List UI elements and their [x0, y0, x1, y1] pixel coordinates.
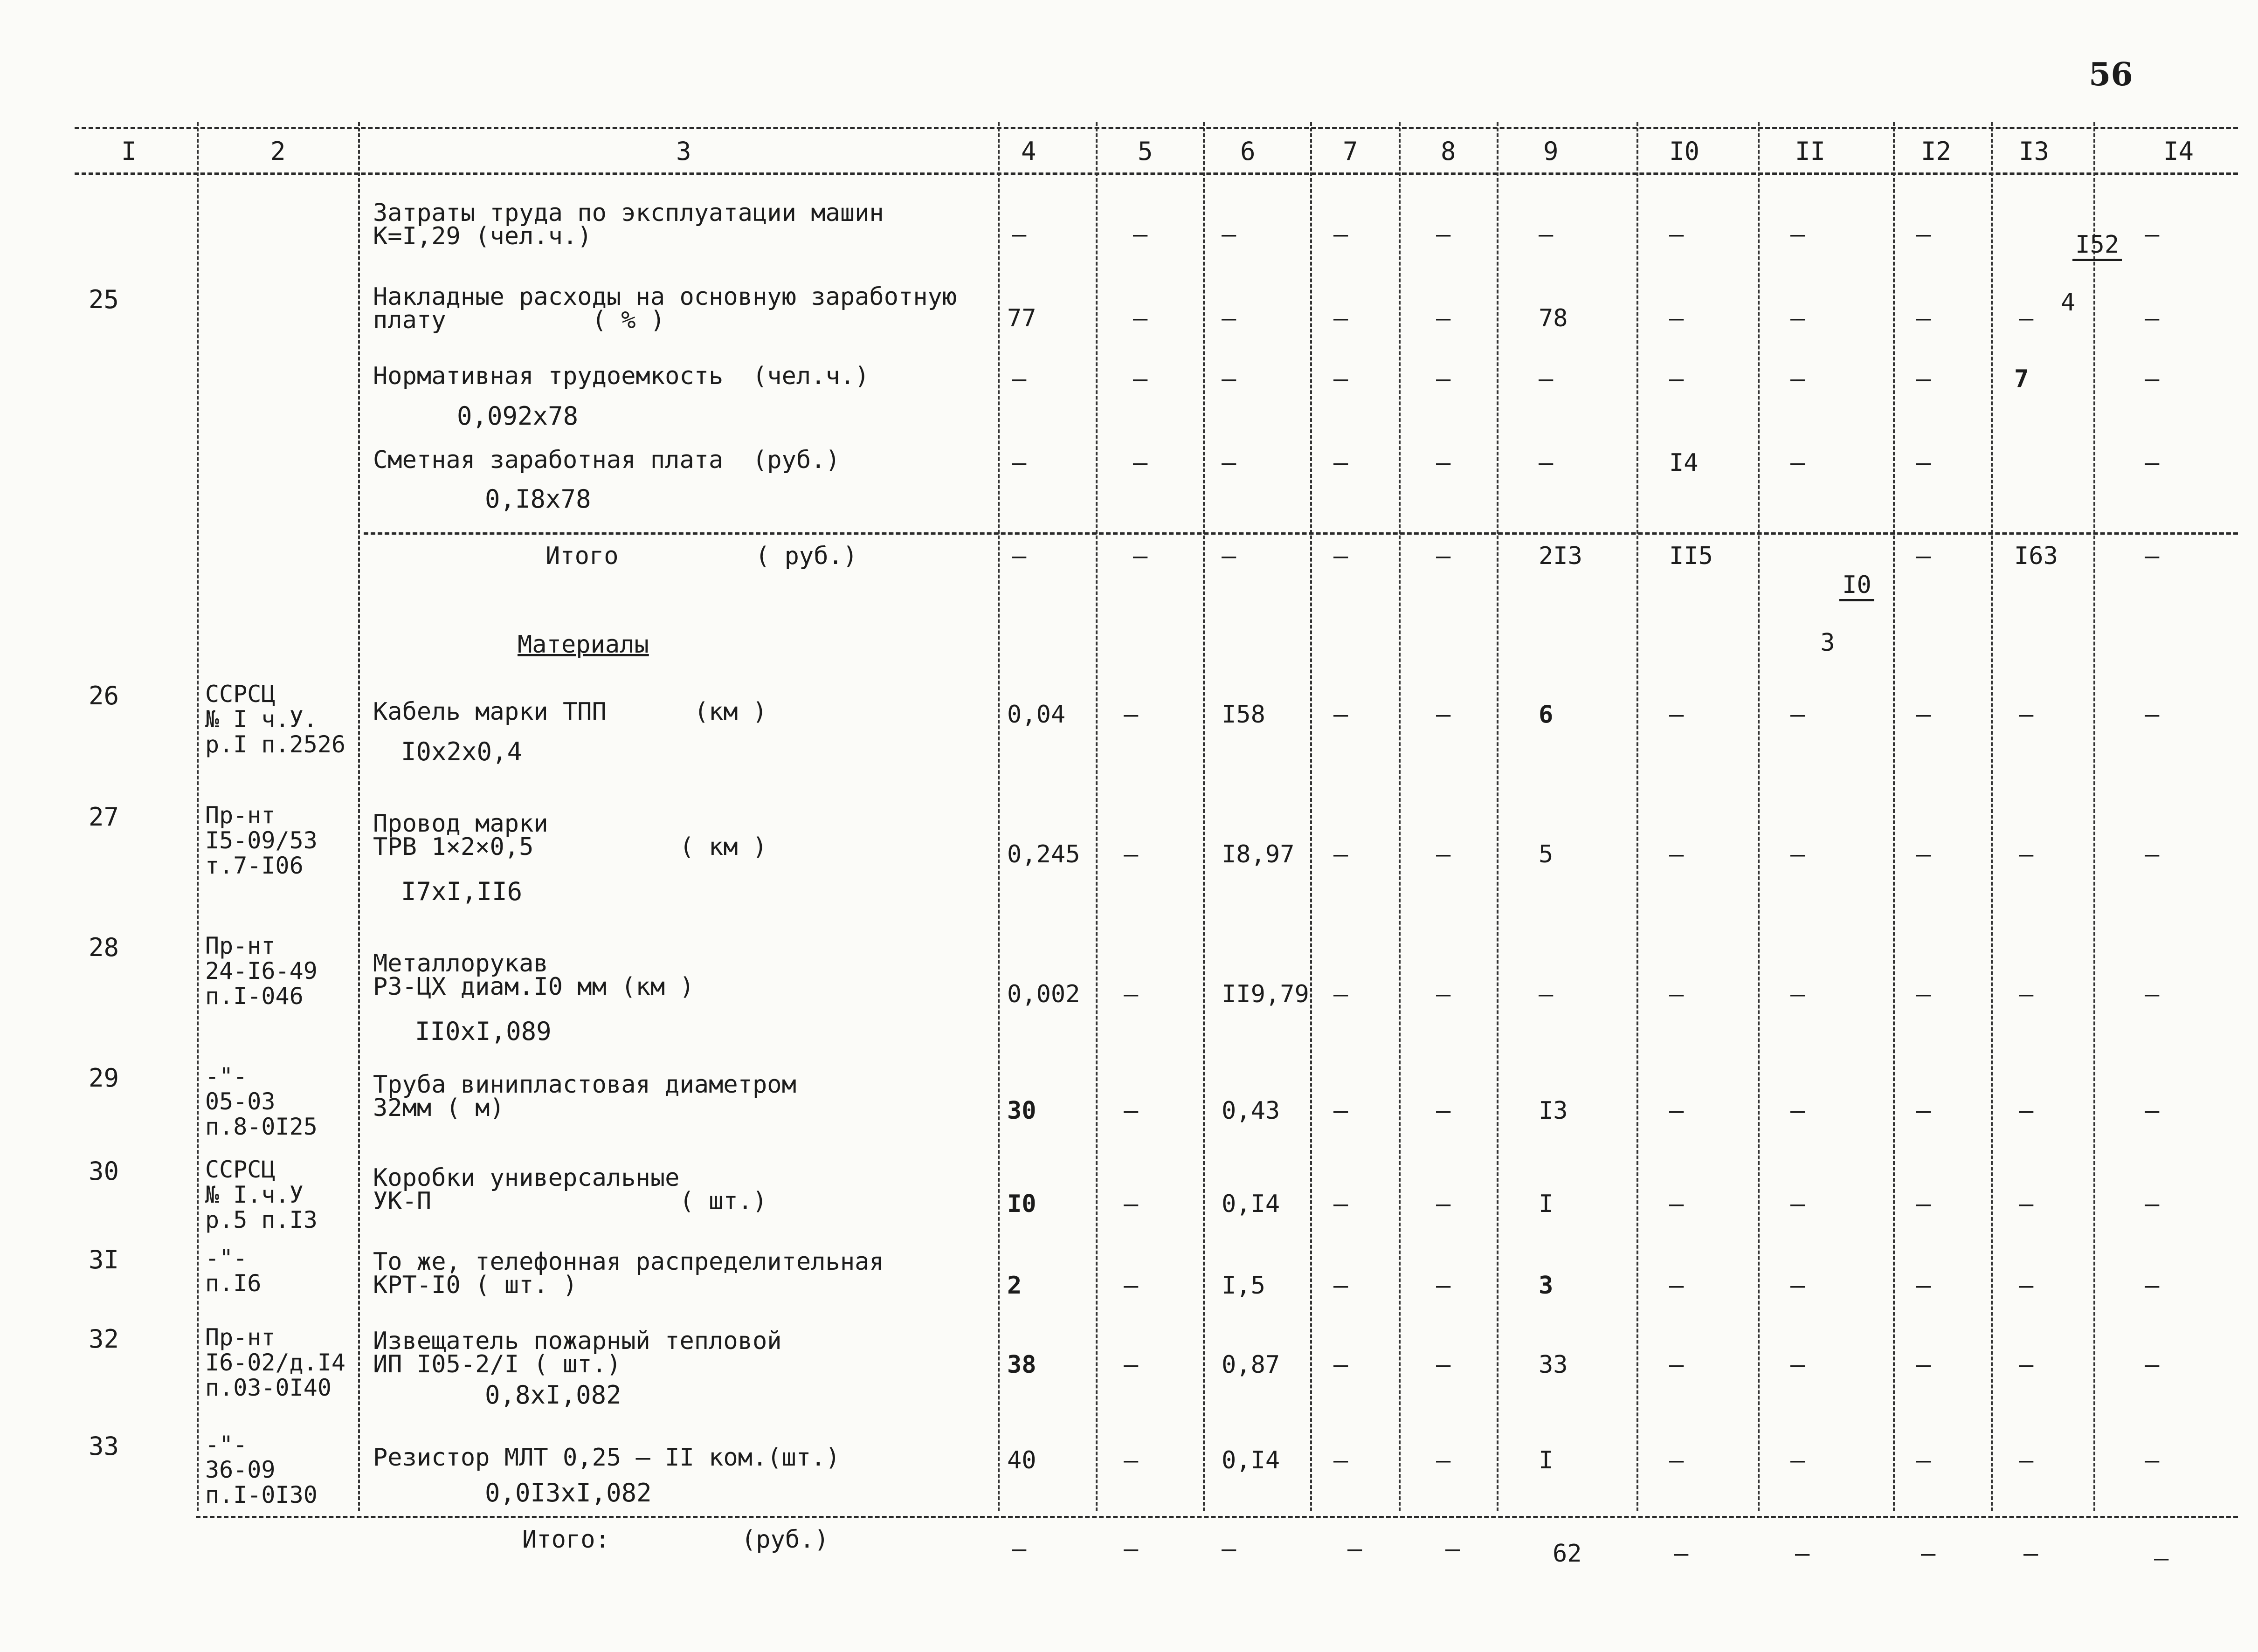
- cell-c4: 77: [1007, 304, 1036, 332]
- row-calculation: I7xI,II6: [401, 877, 523, 906]
- col-sep-10: [1758, 122, 1760, 1511]
- cell-c8: –: [1436, 449, 1451, 477]
- col-header-5: 5: [1138, 137, 1153, 166]
- cell-c4: 38: [1007, 1351, 1036, 1379]
- cell-c11: –: [1790, 304, 1805, 332]
- row-reference: Пр-нт 24-I6-49 п.I-046: [205, 932, 318, 1010]
- col-header-8: 8: [1441, 137, 1456, 166]
- cell-c4: 0,245: [1007, 840, 1080, 868]
- row-number: 25: [89, 285, 119, 314]
- row-description: Накладные расходы на основную заработную плату ( % ): [373, 283, 957, 334]
- cell-c8: –: [1436, 1097, 1451, 1125]
- row-calculation: 0,092x78: [457, 401, 579, 431]
- cell-c10: –: [1669, 304, 1684, 332]
- col-header-3: 3: [676, 137, 691, 166]
- cell-c4: 2: [1007, 1272, 1022, 1300]
- cell-c9: 62: [1553, 1540, 1582, 1568]
- cell-c14: –: [2145, 220, 2160, 248]
- col-header-13: I3: [2019, 137, 2050, 166]
- cell-c10: –: [1669, 220, 1684, 248]
- cell-c6: –: [1222, 365, 1236, 393]
- row-reference: -"- п.I6: [205, 1245, 262, 1297]
- cell-c13-fraction: [2014, 201, 2122, 375]
- cell-c11: –: [1790, 1351, 1805, 1379]
- cell-c10: –: [1669, 365, 1684, 393]
- cell-c7: –: [1333, 542, 1348, 570]
- cell-c6: 0,43: [1222, 1097, 1280, 1125]
- cell-c10: –: [1674, 1540, 1689, 1568]
- cell-c6: II9,79: [1222, 980, 1309, 1008]
- cell-c6: –: [1222, 542, 1236, 570]
- cell-c5: –: [1133, 220, 1148, 248]
- cell-c8: –: [1436, 840, 1451, 868]
- row-reference: Пр-нт I5-09/53 т.7-I06: [205, 802, 318, 879]
- cell-c14: –: [2145, 1351, 2160, 1379]
- cell-c7: –: [1333, 980, 1348, 1008]
- cell-c9: I: [1539, 1446, 1554, 1474]
- col-sep-1: [197, 122, 199, 1511]
- row-number: 29: [89, 1063, 119, 1093]
- cell-c10: –: [1669, 1097, 1684, 1125]
- cell-c8: –: [1445, 1535, 1460, 1563]
- cell-c9: I3: [1539, 1097, 1568, 1125]
- cell-c13: –: [2023, 1540, 2038, 1568]
- row-description: Провод марки ТРВ 1×2×0,5 ( км ): [373, 810, 767, 861]
- cell-c9: –: [1539, 220, 1554, 248]
- row-description: Кабель марки ТПП (км ): [373, 698, 767, 726]
- cell-c11: –: [1790, 840, 1805, 868]
- fraction-numerator: I0: [1839, 571, 1874, 601]
- cell-c13: –: [2019, 980, 2034, 1008]
- row-calculation: I0x2x0,4: [401, 737, 523, 766]
- cell-c14: –: [2145, 449, 2160, 477]
- cell-c14: –: [2145, 980, 2160, 1008]
- cell-c9: 33: [1539, 1351, 1568, 1379]
- cell-c5: –: [1124, 840, 1139, 868]
- cell-c8: –: [1436, 1446, 1451, 1474]
- col-header-10: I0: [1669, 137, 1700, 166]
- subtotal-label: Итого: [546, 542, 619, 570]
- col-sep-3: [998, 122, 1000, 1511]
- cell-c13: –: [2019, 1351, 2034, 1379]
- cell-c14: –: [2145, 1097, 2160, 1125]
- cell-c7: –: [1333, 1097, 1348, 1125]
- fraction-denominator: 4: [2060, 289, 2076, 317]
- cell-c8: –: [1436, 701, 1451, 729]
- col-sep-8: [1497, 122, 1498, 1511]
- cell-c7: –: [1333, 1446, 1348, 1474]
- cell-c6: –: [1222, 220, 1236, 248]
- row-reference: Пр-нт I6-02/д.I4 п.03-0I40: [205, 1324, 346, 1401]
- row-description: То же, телефонная распределительная КРТ-I0 ( шт. ): [373, 1248, 884, 1299]
- cell-c6: –: [1222, 1535, 1236, 1563]
- col-header-2: 2: [270, 137, 286, 166]
- cell-c13: 7: [2014, 365, 2029, 393]
- col-header-4: 4: [1021, 137, 1036, 166]
- cell-c4: I0: [1007, 1190, 1036, 1218]
- cell-c12: –: [1916, 304, 1931, 332]
- cell-c4: –: [1012, 542, 1027, 570]
- cell-c7: –: [1333, 1190, 1348, 1218]
- cell-c13: –: [2019, 1446, 2034, 1474]
- cell-c7: –: [1333, 220, 1348, 248]
- cell-c12: –: [1916, 542, 1931, 570]
- cell-c11: –: [1790, 1190, 1805, 1218]
- cell-c13: –: [2019, 1272, 2034, 1300]
- cell-c8: –: [1436, 980, 1451, 1008]
- cell-c12: –: [1916, 1190, 1931, 1218]
- header-top-rule: [75, 127, 2238, 129]
- cell-c14: –: [2154, 1544, 2169, 1572]
- cell-c5: –: [1124, 1535, 1139, 1563]
- row-number: 26: [89, 681, 119, 710]
- cell-c10: II5: [1669, 542, 1713, 570]
- cell-c11: –: [1790, 220, 1805, 248]
- cell-c5: –: [1124, 1351, 1139, 1379]
- cell-c11-fraction: [1781, 542, 1874, 715]
- cell-c8: –: [1436, 542, 1451, 570]
- row-description: Извещатель пожарный тепловой ИП I05-2/I ( шт.): [373, 1327, 782, 1378]
- col-header-9: 9: [1543, 137, 1559, 166]
- cell-c12: –: [1916, 1272, 1931, 1300]
- col-sep-6: [1310, 122, 1312, 1511]
- cell-c6: –: [1222, 304, 1236, 332]
- cell-c6: 0,I4: [1222, 1190, 1280, 1218]
- fraction-denominator: 3: [1820, 629, 1835, 657]
- cell-c14: –: [2145, 365, 2160, 393]
- cell-c12: –: [1921, 1540, 1936, 1568]
- cell-c9: I: [1539, 1190, 1554, 1218]
- cell-c11: –: [1795, 1540, 1810, 1568]
- cell-c14: –: [2145, 840, 2160, 868]
- page-number: 56: [2089, 56, 2133, 93]
- subtotal-rule: [364, 532, 2238, 535]
- cell-c4: 0,002: [1007, 980, 1080, 1008]
- cell-c12: –: [1916, 1097, 1931, 1125]
- cell-c14: –: [2145, 1446, 2160, 1474]
- cell-c5: –: [1133, 542, 1148, 570]
- cell-c4: –: [1012, 449, 1027, 477]
- col-header-1: I: [121, 137, 137, 166]
- total-unit: (руб.): [741, 1526, 829, 1554]
- fraction-numerator: I52: [2072, 231, 2122, 261]
- estimate-table: [75, 122, 2238, 1572]
- cell-c4: –: [1012, 1535, 1027, 1563]
- subtotal-unit: ( руб.): [755, 542, 858, 570]
- cell-c10: –: [1669, 980, 1684, 1008]
- col-sep-5: [1203, 122, 1205, 1511]
- cell-c5: –: [1124, 1190, 1139, 1218]
- cell-c14: –: [2145, 542, 2160, 570]
- cell-c7: –: [1333, 1351, 1348, 1379]
- col-sep-12: [1991, 122, 1993, 1511]
- row-description: Затраты труда по эксплуатации машин К=I,29 (чел.ч.): [373, 199, 884, 250]
- row-calculation: 0,0I3xI,082: [485, 1478, 652, 1507]
- row-description: Труба винипластовая диаметром 32мм ( м): [373, 1071, 796, 1122]
- cell-c13: –: [2019, 701, 2034, 729]
- cell-c9: –: [1539, 365, 1554, 393]
- cell-c13: –: [2019, 1097, 2034, 1125]
- cell-c5: –: [1133, 304, 1148, 332]
- cell-c12: –: [1916, 1351, 1931, 1379]
- cell-c8: –: [1436, 304, 1451, 332]
- cell-c11: –: [1790, 980, 1805, 1008]
- cell-c7: –: [1333, 449, 1348, 477]
- cell-c12: –: [1916, 1446, 1931, 1474]
- col-sep-9: [1637, 122, 1638, 1511]
- col-header-6: 6: [1240, 137, 1256, 166]
- cell-c12: –: [1916, 220, 1931, 248]
- cell-c8: –: [1436, 1351, 1451, 1379]
- cell-c10: –: [1669, 1190, 1684, 1218]
- row-calculation: II0xI,089: [415, 1017, 552, 1046]
- cell-c5: –: [1124, 701, 1139, 729]
- cell-c10: –: [1669, 1272, 1684, 1300]
- cell-c12: –: [1916, 980, 1931, 1008]
- row-description: Нормативная трудоемкость (чел.ч.): [373, 362, 870, 390]
- col-header-12: I2: [1921, 137, 1952, 166]
- cell-c4: 40: [1007, 1446, 1036, 1474]
- cell-c4: 30: [1007, 1097, 1036, 1125]
- cell-c11: –: [1790, 1097, 1805, 1125]
- cell-c12: –: [1916, 840, 1931, 868]
- cell-c12: –: [1916, 365, 1931, 393]
- cell-c14: –: [2145, 701, 2160, 729]
- materials-heading: Материалы: [518, 631, 649, 659]
- col-header-7: 7: [1343, 137, 1358, 166]
- cell-c6: I8,97: [1222, 840, 1295, 868]
- cell-c8: –: [1436, 365, 1451, 393]
- cell-c8: –: [1436, 1190, 1451, 1218]
- cell-c4: –: [1012, 220, 1027, 248]
- row-number: 28: [89, 933, 119, 962]
- header-bottom-rule: [75, 172, 2238, 175]
- row-reference: ССРСЦ № I.ч.У р.5 п.I3: [205, 1156, 318, 1233]
- cell-c10: –: [1669, 1446, 1684, 1474]
- cell-c11: –: [1790, 701, 1805, 729]
- cell-c11: –: [1790, 365, 1805, 393]
- cell-c9: –: [1539, 449, 1554, 477]
- cell-c13: I63: [2014, 542, 2058, 570]
- cell-c8: –: [1436, 220, 1451, 248]
- cell-c14: –: [2145, 304, 2160, 332]
- col-sep-2: [358, 122, 360, 1511]
- cell-c12: –: [1916, 449, 1931, 477]
- cell-c4: 0,04: [1007, 701, 1066, 729]
- cell-c14: –: [2145, 1190, 2160, 1218]
- cell-c12: –: [1916, 701, 1931, 729]
- cell-c10: –: [1669, 1351, 1684, 1379]
- cell-c10: –: [1669, 701, 1684, 729]
- cell-c7: –: [1333, 304, 1348, 332]
- row-reference: -"- 36-09 п.I-0I30: [205, 1431, 318, 1508]
- cell-c13: –: [2019, 1190, 2034, 1218]
- row-description: Коробки универсальные УК-П ( шт.): [373, 1164, 767, 1215]
- cell-c10: –: [1669, 840, 1684, 868]
- cell-c6: I58: [1222, 701, 1265, 729]
- cell-c5: –: [1124, 1446, 1139, 1474]
- cell-c5: –: [1124, 980, 1139, 1008]
- cell-c6: I,5: [1222, 1272, 1265, 1300]
- row-description: Металлорукав РЗ-ЦХ диам.I0 мм (км ): [373, 950, 694, 1001]
- cell-c5: –: [1133, 365, 1148, 393]
- cell-c13: –: [2019, 840, 2034, 868]
- row-number: 32: [89, 1324, 119, 1354]
- cell-c6: 0,I4: [1222, 1446, 1280, 1474]
- cell-c5: –: [1133, 449, 1148, 477]
- row-reference: -"- 05-03 п.8-0I25: [205, 1063, 318, 1140]
- row-description: Резистор МЛТ 0,25 – II ком.(шт.): [373, 1444, 840, 1472]
- cell-c4: –: [1012, 365, 1027, 393]
- cell-c7: –: [1333, 701, 1348, 729]
- cell-c7: –: [1347, 1535, 1362, 1563]
- cell-c9: –: [1539, 980, 1554, 1008]
- cell-c8: –: [1436, 1272, 1451, 1300]
- col-sep-4: [1096, 122, 1098, 1511]
- cell-c9: 78: [1539, 304, 1568, 332]
- cell-c11: –: [1790, 1446, 1805, 1474]
- row-number: 33: [89, 1432, 119, 1461]
- cell-c7: –: [1333, 840, 1348, 868]
- cell-c13: –: [2019, 304, 2034, 332]
- total-label: Итого:: [522, 1526, 610, 1554]
- col-sep-7: [1399, 122, 1401, 1511]
- cell-c11: –: [1790, 1272, 1805, 1300]
- col-header-14: I4: [2163, 137, 2194, 166]
- row-number: 3I: [89, 1245, 119, 1274]
- cell-c9: 3: [1539, 1272, 1554, 1300]
- col-header-11: II: [1795, 137, 1826, 166]
- row-reference: ССРСЦ № I ч.У. р.I п.2526: [205, 681, 346, 758]
- row-calculation: 0,8xI,082: [485, 1380, 621, 1410]
- col-sep-11: [1893, 122, 1895, 1511]
- row-description: Сметная заработная плата (руб.): [373, 446, 840, 474]
- cell-c7: –: [1333, 365, 1348, 393]
- cell-c7: –: [1333, 1272, 1348, 1300]
- cell-c6: –: [1222, 449, 1236, 477]
- cell-c9: 5: [1539, 840, 1554, 868]
- total-rule: [196, 1516, 2238, 1518]
- cell-c9: 6: [1539, 701, 1554, 729]
- cell-c14: –: [2145, 1272, 2160, 1300]
- cell-c5: –: [1124, 1272, 1139, 1300]
- cell-c6: 0,87: [1222, 1351, 1280, 1379]
- cell-c10: I4: [1669, 449, 1699, 477]
- cell-c9: 2I3: [1539, 542, 1582, 570]
- row-number: 30: [89, 1156, 119, 1186]
- cell-c5: –: [1124, 1097, 1139, 1125]
- cell-c11: –: [1790, 449, 1805, 477]
- row-calculation: 0,I8x78: [485, 484, 591, 514]
- row-number: 27: [89, 802, 119, 832]
